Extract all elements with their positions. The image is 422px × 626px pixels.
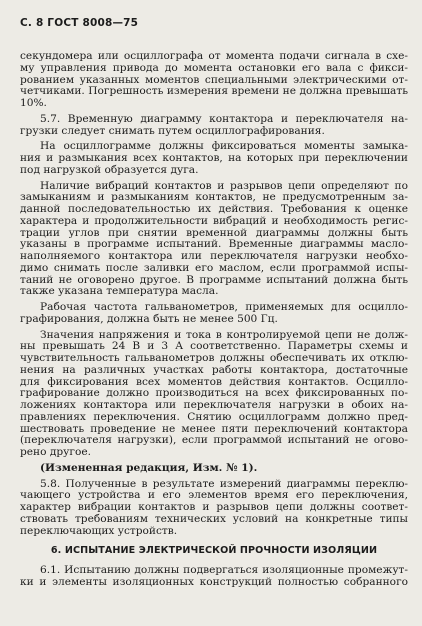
text-line: Значения напряжения и тока в контролируемой цепи не долж- (40, 328, 408, 341)
text-line: ния и размыкания всех контактов, на которых при переключении (20, 152, 408, 164)
text-line: ны превышать 24 В и 3 А соответственно. Параметры схемы и (20, 340, 408, 353)
text-line: также указана температура масла. (20, 285, 219, 298)
text-line: переключающих устройств. (20, 524, 178, 537)
text-line: чающего устройства и его элементов время его переключения, (20, 489, 408, 502)
text-line: (переключателя нагрузки), если программой испытаний не огово- (20, 434, 408, 447)
text-line: графирование должно производиться на всех фиксированных по- (20, 387, 408, 400)
text-line: трации углов при снятии временной диаграммы должны быть (20, 226, 408, 239)
text-line: нения на различных участках работы контактора, достаточные (20, 363, 408, 376)
text-line: шествовать проведение не менее пяти переключений контактора (20, 422, 408, 435)
text-line: (Измененная редакция, Изм. № 1). (40, 461, 258, 474)
text-line: му управления привода до момента остановки его вала с фикси- (20, 61, 408, 74)
text-line: Наличие вибраций контактов и разрывов цепи определяют по (40, 179, 408, 192)
text-line: 10%. (20, 97, 47, 109)
text-line: Рабочая частота гальванометров, применяемых для осцилло- (40, 301, 408, 313)
section-heading: 6. ИСПЫТАНИЕ ЭЛЕКТРИЧЕСКОЙ ПРОЧНОСТИ ИЗОЛЯЦИИ (50, 545, 378, 557)
text-line: чувствительность гальванометров должны обеспечивать их отклю- (20, 352, 408, 364)
text-line: замыканиям и размыканиям контактов, не предусмотренным за- (20, 191, 408, 204)
text-line: для фиксирования всех моментов действия контактов. Осцилло- (20, 375, 408, 388)
text-line: четчиками. Погрешность измерения времени не должна превышать (20, 85, 408, 98)
text-line: таний не оговорено другое. В программе испытаний должна быть (20, 273, 408, 286)
text-line: 5.7. Временную диаграмму контактора и переключателя на- (40, 112, 408, 125)
text-line: характер вибрации контактов и разрывов цепи должны соответ- (20, 501, 408, 513)
text-line: графирования, должна быть не менее 500 Гц. (20, 312, 278, 325)
text-line: ки и элементы изоляционных конструкций полностью собранного (20, 575, 408, 588)
text-line: наполняемого контактора или переключателя нагрузки необхо- (20, 250, 408, 262)
text-line: рованием указанных моментов специальными электрическими от- (20, 73, 408, 86)
text-line: грузки следует снимать путем осциллографирования. (20, 124, 325, 137)
text-line: 5.8. Полученные в результате измерений диаграммы переклю- (40, 477, 408, 490)
text-line: ложениях контактора или переключателя нагрузки в обоих на- (20, 399, 408, 411)
text-line: секундомера или осциллографа от момента подачи сигнала в схе- (20, 50, 408, 62)
text-line: 6.1. Испытанию должны подвергаться изоляционные промежут- (40, 564, 408, 576)
text-line: На осциллограмме должны фиксироваться моменты замыка- (40, 140, 408, 153)
text-line: димо снимать после заливки его маслом, если программой испы- (20, 261, 408, 274)
text-line: ствовать требованиям технических условий на конкретные типы (20, 512, 408, 525)
page-header: С. 8 ГОСТ 8008—75 (20, 17, 139, 29)
text-line: указаны в программе испытаний. Временные диаграммы масло- (20, 238, 408, 251)
text-line: правлениях переключения. Снятию осциллограмм должно пред- (20, 410, 408, 423)
document-body (20, 51, 408, 589)
text-line: данной последовательностью их действия. Требования к оценке (20, 203, 408, 215)
text-line: характера и продолжительности вибраций и необходимость регис- (20, 214, 408, 227)
text-line: рено другое. (20, 446, 91, 458)
text-line: под нагрузкой образуется дуга. (20, 163, 199, 176)
